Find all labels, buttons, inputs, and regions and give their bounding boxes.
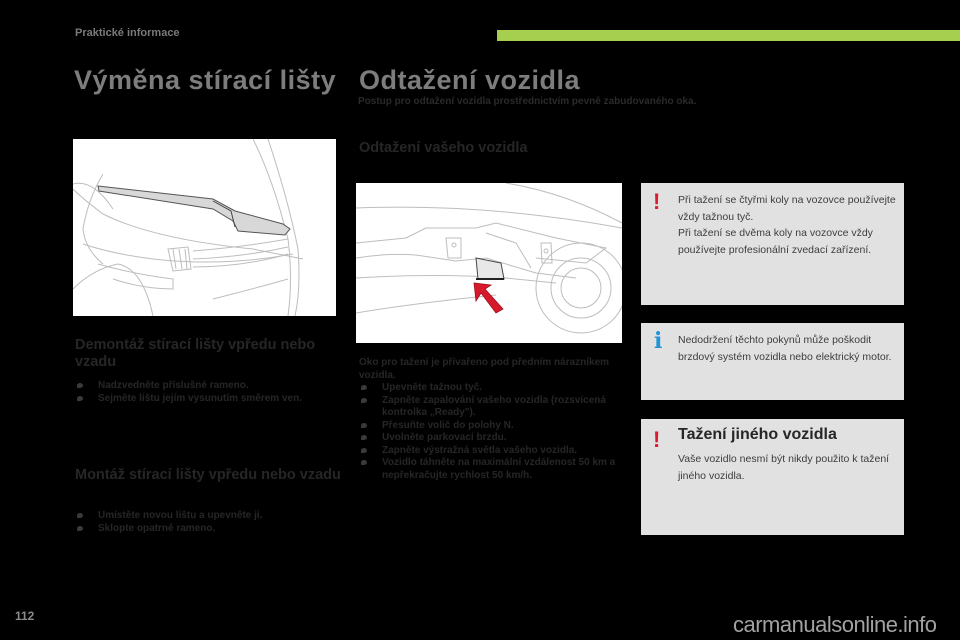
wiper-illustration — [73, 139, 336, 316]
warning-note-towing-other — [641, 419, 904, 535]
bullet-icon — [77, 513, 83, 518]
list-item: Sejměte lištu jejím vysunutím směrem ven. — [75, 393, 350, 406]
warning-note-tow-bar — [641, 183, 904, 305]
note-text: Vaše vozidlo nesmí být nikdy použito k tažení jiného vozidla. — [678, 453, 890, 482]
heading-wiper-removal: Demontáž stírací lišty vpředu nebo vzadu — [75, 337, 316, 370]
bullet-icon — [361, 423, 367, 428]
bullet-icon — [361, 435, 367, 440]
wiper-removal-steps — [75, 380, 350, 405]
towing-intro: Postup pro odtažení vozidla prostřednictvím pevně zabudovaného oka. — [358, 96, 697, 107]
tow-eye-description: Oko pro tažení je přivařeno pod předním nárazníkem vozidla. — [359, 357, 610, 381]
bullet-icon — [77, 396, 83, 401]
watermark-link[interactable]: carmanualsonline.info — [733, 612, 937, 637]
section-label: Praktické informace — [75, 27, 180, 39]
towing-eye-illustration — [356, 183, 622, 343]
header-accent-bar — [497, 30, 960, 41]
list-item: Přesuňte volič do polohy N. — [359, 420, 624, 433]
list-item: Nadzvedněte příslušné rameno. — [75, 380, 350, 393]
list-item: Upevněte tažnou tyč. — [359, 382, 624, 395]
bullet-icon — [361, 385, 367, 390]
page-title-wiper: Výměna stírací lišty — [74, 65, 337, 95]
bullet-icon — [361, 460, 367, 465]
info-icon: i — [654, 328, 663, 354]
heading-wiper-fitting: Montáž stírací lišty vpředu nebo vzadu — [75, 467, 341, 483]
note-text: Při tažení se čtyřmi koly na vozovce používejte vždy tažnou tyč. Při tažení se dvěma koly na vozovce vždy používejte profesionální zvedací zařízení. — [678, 194, 896, 256]
list-item: Zapněte zapalování vašeho vozidla (rozsvícená kontrolka „Ready"). — [359, 395, 624, 420]
warning-icon: ! — [653, 189, 661, 214]
list-item: Vozidlo táhněte na maximální vzdálenost 50 km a nepřekračujte rychlost 50 km/h. — [359, 457, 624, 482]
page-title-towing: Odtažení vozidla — [359, 65, 581, 95]
page-number: 112 — [15, 609, 35, 623]
bullet-icon — [77, 526, 83, 531]
list-item: Uvolněte parkovací brzdu. — [359, 432, 624, 445]
note-title: Tažení jiného vozidla — [678, 426, 837, 443]
towing-steps — [359, 382, 624, 482]
list-item: Sklopte opatrně rameno. — [75, 523, 350, 536]
bullet-icon — [77, 383, 83, 388]
info-note-brake-damage — [641, 323, 904, 400]
heading-tow-your-vehicle: Odtažení vašeho vozidla — [359, 140, 528, 156]
note-text: Nedodržení těchto pokynů může poškodit brzdový systém vozidla nebo elektrický motor. — [678, 334, 892, 363]
warning-icon: ! — [653, 427, 661, 452]
list-item: Umístěte novou lištu a upevněte ji. — [75, 510, 350, 523]
bullet-icon — [361, 448, 367, 453]
wiper-fitting-steps — [75, 510, 350, 535]
list-item: Zapněte výstražná světla vašeho vozidla. — [359, 445, 624, 458]
bullet-icon — [361, 398, 367, 403]
